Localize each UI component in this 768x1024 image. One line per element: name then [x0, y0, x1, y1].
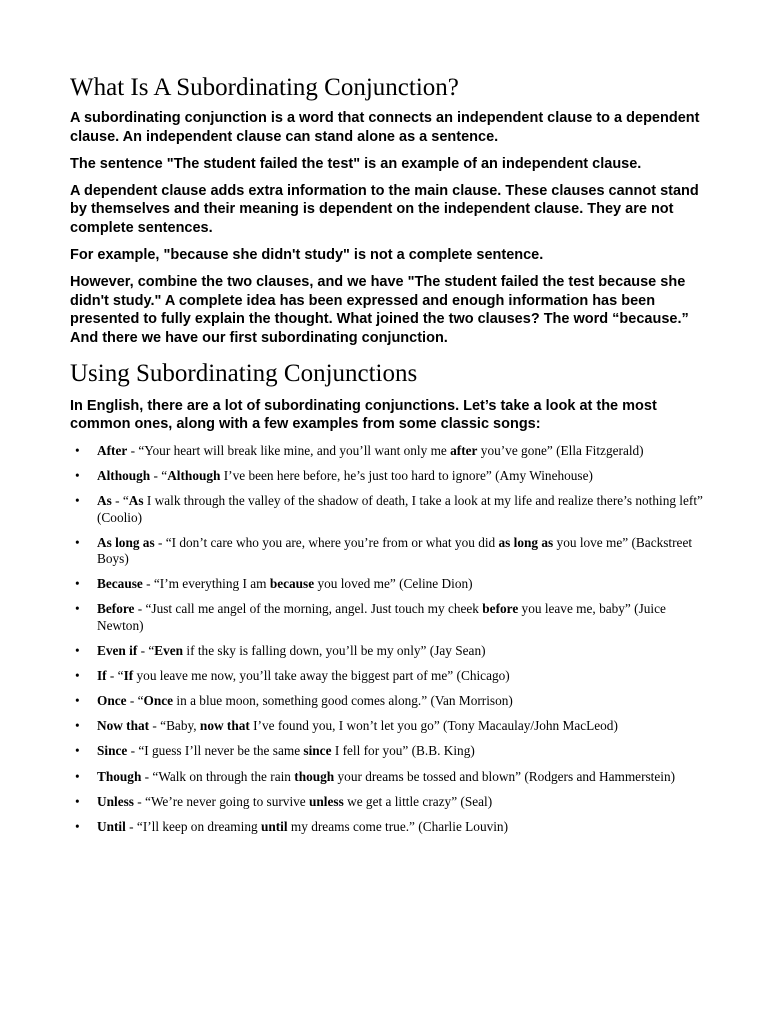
list-item: • As - “As I walk through the valley of the shadow of death, I take a look at my life and realize there’s nothing left” (Coolio)	[75, 492, 703, 525]
bullet-icon: •	[75, 793, 80, 809]
list-item: • Until - “I’ll keep on dreaming until my dreams come true.” (Charlie Louvin)	[75, 818, 509, 834]
usage-intro-paragraph: In English, there are a lot of subordinating conjunctions. Let’s take a look at the most common ones, along with a few examples from some classic songs:	[70, 397, 657, 433]
bullet-icon: •	[75, 492, 80, 508]
conjunction-term: Though	[97, 768, 142, 784]
list-item: • Although - “Although I’ve been here before, he’s just too hard to ignore” (Amy Winehouse)	[75, 467, 593, 483]
conjunction-term: As long as	[97, 534, 155, 550]
conjunction-keyword: unless	[309, 793, 344, 809]
bullet-icon: •	[75, 818, 80, 834]
section-heading-definition: What Is A Subordinating Conjunction?	[70, 74, 459, 101]
conjunction-keyword: Even	[154, 643, 184, 659]
conjunction-term: Until	[97, 818, 126, 834]
conjunction-keyword: as long as	[498, 534, 554, 550]
list-item: • Once - “Once in a blue moon, something good comes along.” (Van Morrison)	[75, 693, 513, 709]
conjunction-keyword: after	[450, 442, 478, 458]
list-item: • Now that - “Baby, now that I’ve found you, I won’t let you go” (Tony Macaulay/John MacLeod)	[75, 718, 618, 734]
conjunction-term: Before	[97, 601, 135, 617]
conjunction-term: After	[97, 442, 128, 458]
conjunction-keyword: before	[482, 601, 519, 617]
bullet-icon: •	[75, 534, 80, 550]
independent-clause-example: The sentence "The student failed the test" is an example of an independent clause.	[70, 155, 642, 172]
conjunction-term: If	[97, 668, 107, 684]
conjunction-keyword: because	[269, 576, 315, 592]
bullet-icon: •	[75, 442, 80, 458]
conjunction-keyword: though	[294, 768, 335, 784]
conjunction-term: Although	[97, 467, 151, 483]
list-item: • Though - “Walk on through the rain though your dreams be tossed and blown” (Rodgers and Hammerstein)	[75, 768, 676, 784]
list-item: • As long as - “I don’t care who you are, where you’re from or what you did as long as you love me” (Backstreet Boys)	[75, 534, 693, 567]
list-item: • If - “If you leave me now, you’ll take away the biggest part of me” (Chicago)	[75, 668, 510, 684]
bullet-icon: •	[75, 768, 80, 784]
conjunction-term: Once	[97, 693, 127, 709]
list-item: • Even if - “Even if the sky is falling down, you’ll be my only” (Jay Sean)	[75, 643, 486, 659]
list-item: • Since - “I guess I’ll never be the same since I fell for you” (B.B. King)	[75, 743, 475, 759]
combined-clauses-paragraph: However, combine the two clauses, and we have "The student failed the test because she didn't study." A complete idea has been expressed and enough information has been presented to fully explain the thought. What joined the two clauses? The word “because.” And there we have our first subordinating conjunction.	[70, 274, 689, 346]
conjunction-term: Unless	[97, 793, 134, 809]
conjunction-keyword: until	[260, 818, 288, 834]
bullet-icon: •	[75, 467, 80, 483]
bullet-icon: •	[75, 668, 80, 684]
bullet-icon: •	[75, 693, 80, 709]
bullet-icon: •	[75, 743, 80, 759]
list-item: • Before - “Just call me angel of the morning, angel. Just touch my cheek before you leave me, baby” (Juice Newton)	[75, 601, 666, 633]
conjunction-keyword: As	[128, 492, 144, 508]
conjunction-term: As	[97, 492, 112, 508]
bullet-icon: •	[75, 576, 80, 592]
conjunction-keyword: now that	[199, 718, 250, 734]
bullet-icon: •	[75, 718, 80, 734]
conjunction-keyword: since	[303, 743, 332, 759]
section-heading-usage: Using Subordinating Conjunctions	[70, 359, 418, 387]
conjunction-examples-list	[70, 443, 704, 836]
conjunction-term: Even if	[97, 643, 138, 659]
dependent-clause-paragraph: A dependent clause adds extra information to the main clause. These clauses cannot stand by themselves and their meaning is dependent on the independent clause. They are not complete sentences.	[70, 182, 699, 236]
bullet-icon: •	[75, 601, 80, 617]
list-item: • Unless - “We’re never going to survive unless we get a little crazy” (Seal)	[75, 793, 493, 809]
list-item: • After - “Your heart will break like mine, and you’ll want only me after you’ve gone” (Ella Fitzgerald)	[75, 442, 644, 458]
definition-paragraph: A subordinating conjunction is a word that connects an independent clause to a dependent clause. An independent clause can stand alone as a sentence.	[70, 110, 700, 145]
conjunction-keyword: Although	[167, 467, 221, 483]
conjunction-term: Since	[97, 743, 128, 759]
conjunction-keyword: Once	[143, 693, 174, 709]
list-item: • Because - “I’m everything I am because you loved me” (Celine Dion)	[75, 576, 473, 592]
dependent-clause-example: For example, "because she didn't study" is not a complete sentence.	[70, 247, 544, 264]
bullet-icon: •	[75, 643, 80, 659]
conjunction-keyword: If	[123, 668, 134, 684]
conjunction-term: Now that	[97, 718, 150, 734]
conjunction-term: Because	[97, 576, 143, 592]
